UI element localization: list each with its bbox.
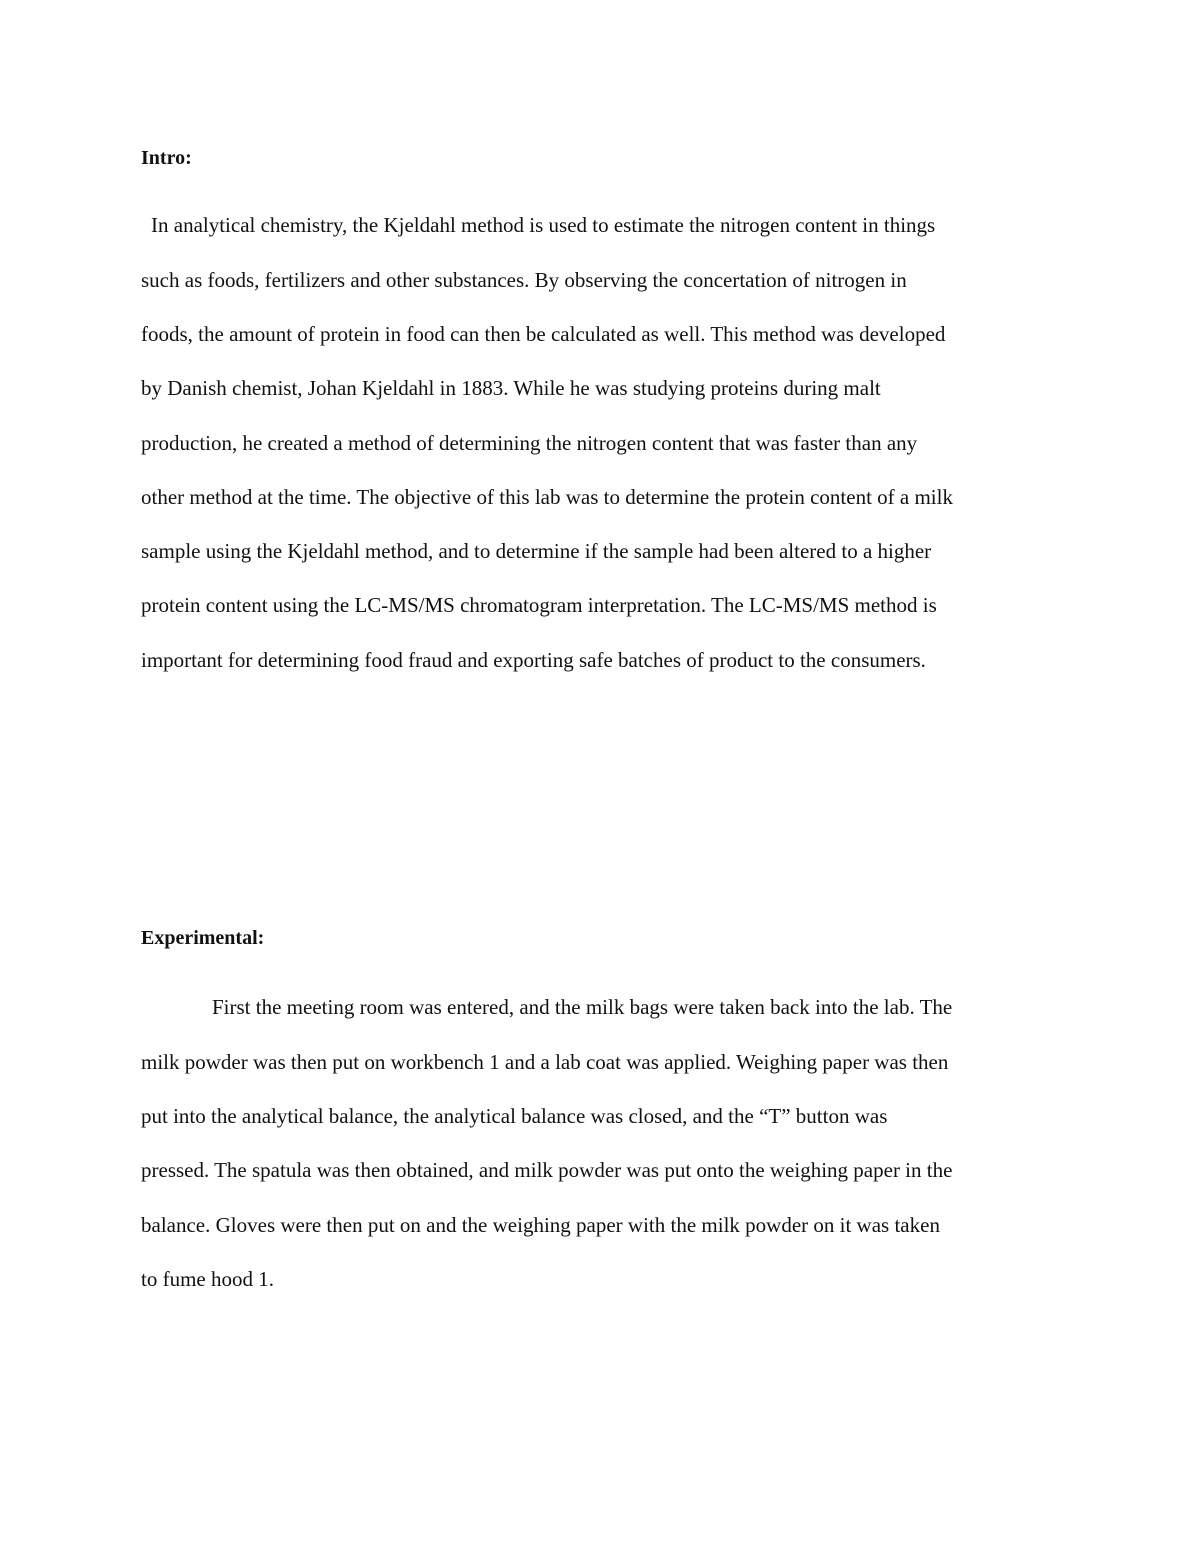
experimental-heading: Experimental: xyxy=(141,927,265,949)
intro-line: other method at the time. The objective of this lab was to determine the protein content of a milk xyxy=(141,485,953,509)
experimental-line: put into the analytical balance, the analytical balance was closed, and the “T” button was xyxy=(141,1104,888,1128)
experimental-line: balance. Gloves were then put on and the weighing paper with the milk powder on it was taken xyxy=(141,1213,940,1237)
intro-line: protein content using the LC-MS/MS chromatogram interpretation. The LC-MS/MS method is xyxy=(141,593,937,617)
intro-line: important for determining food fraud and exporting safe batches of product to the consumers. xyxy=(141,648,926,672)
experimental-line: First the meeting room was entered, and the milk bags were taken back into the lab. The xyxy=(212,995,953,1019)
intro-line: sample using the Kjeldahl method, and to determine if the sample had been altered to a higher xyxy=(141,539,932,563)
experimental-line: milk powder was then put on workbench 1 and a lab coat was applied. Weighing paper was then xyxy=(141,1050,949,1074)
intro-heading: Intro: xyxy=(141,147,192,169)
experimental-line: pressed. The spatula was then obtained, and milk powder was put onto the weighing paper in the xyxy=(141,1158,953,1182)
intro-line: by Danish chemist, Johan Kjeldahl in 1883. While he was studying proteins during malt xyxy=(141,376,881,400)
intro-line: production, he created a method of determining the nitrogen content that was faster than any xyxy=(141,431,918,455)
experimental-line: to fume hood 1. xyxy=(141,1267,274,1291)
intro-line: In analytical chemistry, the Kjeldahl method is used to estimate the nitrogen content in things xyxy=(151,213,936,237)
intro-line: such as foods, fertilizers and other substances. By observing the concertation of nitrogen in xyxy=(141,268,907,292)
intro-line: foods, the amount of protein in food can then be calculated as well. This method was developed xyxy=(141,322,946,346)
